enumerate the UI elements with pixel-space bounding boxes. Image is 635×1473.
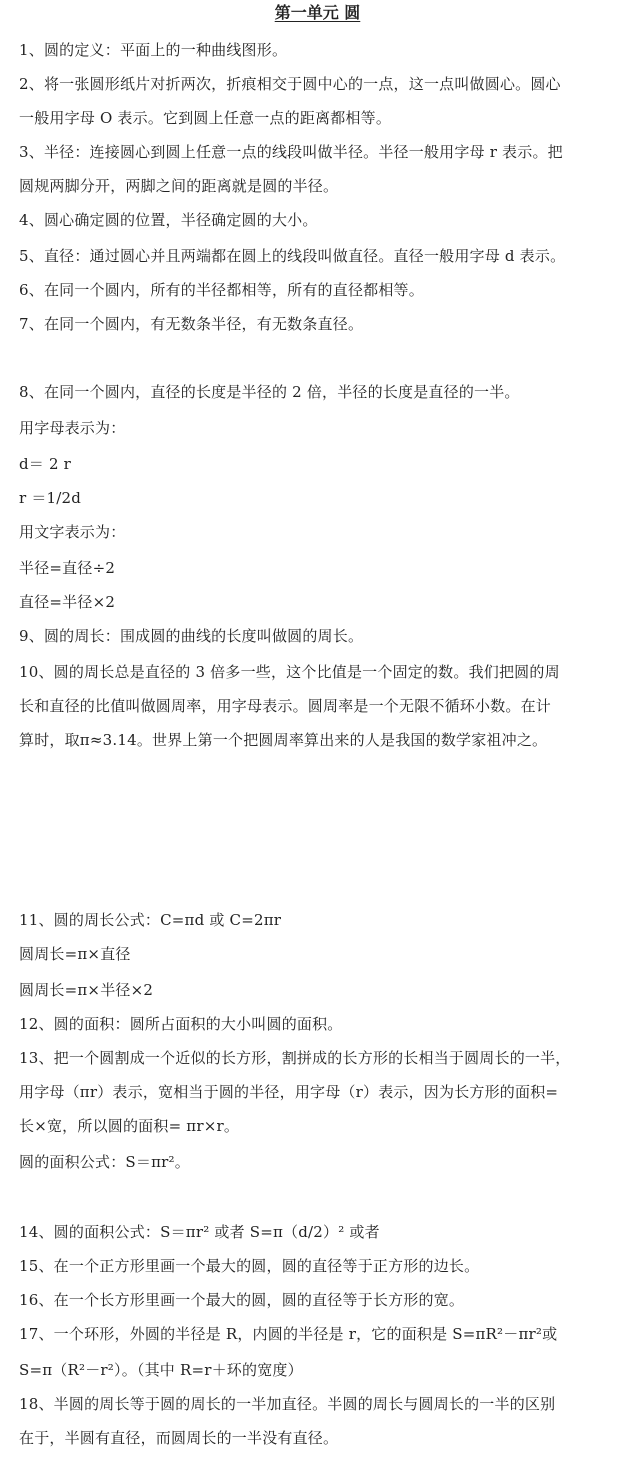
- text-line: r ＝1/2d: [19, 489, 82, 507]
- text-line: 2、将一张圆形纸片对折两次，折痕相交于圆中心的一点，这一点叫做圆心。圆心: [19, 75, 561, 93]
- text-line: 15、在一个正方形里画一个最大的圆，圆的直径等于正方形的边长。: [19, 1257, 480, 1275]
- text-line: 半径=直径÷2: [19, 559, 116, 577]
- text-line: 16、在一个长方形里画一个最大的圆，圆的直径等于长方形的宽。: [19, 1291, 465, 1309]
- text-line: 8、在同一个圆内，直径的长度是半径的 2 倍，半径的长度是直径的一半。: [19, 383, 520, 401]
- text-line: 用文字表示为：: [19, 523, 126, 541]
- text-line: 5、直径：通过圆心并且两端都在圆上的线段叫做直径。直径一般用字母 d 表示。: [19, 247, 566, 265]
- text-line: 算时，取π≈3.14。世界上第一个把圆周率算出来的人是我国的数学家祖冲之。: [19, 731, 548, 749]
- text-line: 圆周长=π×直径: [19, 945, 131, 963]
- text-line: 长×宽，所以圆的面积= πr×r。: [19, 1117, 240, 1135]
- text-line: 长和直径的比值叫做圆周率，用字母表示。圆周率是一个无限不循环小数。在计: [19, 697, 552, 715]
- text-line: 用字母（πr）表示，宽相当于圆的半径，用字母（r）表示，因为长方形的面积=: [19, 1083, 559, 1101]
- text-line: 18、半圆的周长等于圆的周长的一半加直径。半圆的周长与圆周长的一半的区别: [19, 1395, 556, 1413]
- page-title: 第一单元 圆: [274, 3, 361, 22]
- text-line: 圆的面积公式：S＝πr²。: [19, 1153, 190, 1171]
- text-line: 13、把一个圆割成一个近似的长方形，割拼成的长方形的长相当于圆周长的一半，: [19, 1049, 571, 1067]
- text-line: 14、圆的面积公式：S＝πr² 或者 S=π（d/2）² 或者: [19, 1223, 380, 1241]
- text-line: 9、圆的周长：围成圆的曲线的长度叫做圆的周长。: [19, 627, 364, 645]
- text-line: 7、在同一个圆内，有无数条半径，有无数条直径。: [19, 315, 364, 333]
- text-line: 圆周长=π×半径×2: [19, 981, 154, 999]
- text-line: 6、在同一个圆内，所有的半径都相等，所有的直径都相等。: [19, 281, 424, 299]
- text-line: 一般用字母 O 表示。它到圆上任意一点的距离都相等。: [19, 109, 392, 127]
- text-line: 在于，半圆有直径，而圆周长的一半没有直径。: [19, 1429, 339, 1447]
- text-line: 用字母表示为：: [19, 419, 126, 437]
- text-line: 12、圆的面积：圆所占面积的大小叫圆的面积。: [19, 1015, 343, 1033]
- text-line: S=π（R²－r²）。（其中 R=r＋环的宽度）: [19, 1361, 303, 1379]
- text-line: 1、圆的定义：平面上的一种曲线图形。: [19, 41, 288, 59]
- text-line: 直径=半径×2: [19, 593, 116, 611]
- text-line: 4、圆心确定圆的位置，半径确定圆的大小。: [19, 211, 318, 229]
- text-line: 圆规两脚分开，两脚之间的距离就是圆的半径。: [19, 177, 339, 195]
- text-line: d＝ 2 r: [19, 455, 72, 473]
- text-line: 11、圆的周长公式：C=πd 或 C=2πr: [19, 911, 282, 929]
- text-line: 3、半径：连接圆心到圆上任意一点的线段叫做半径。半径一般用字母 r 表示。把: [19, 143, 563, 161]
- text-line: 10、圆的周长总是直径的 3 倍多一些，这个比值是一个固定的数。我们把圆的周: [19, 663, 560, 681]
- text-line: 17、一个环形，外圆的半径是 R，内圆的半径是 r，它的面积是 S=πR²－πr²或: [19, 1325, 558, 1343]
